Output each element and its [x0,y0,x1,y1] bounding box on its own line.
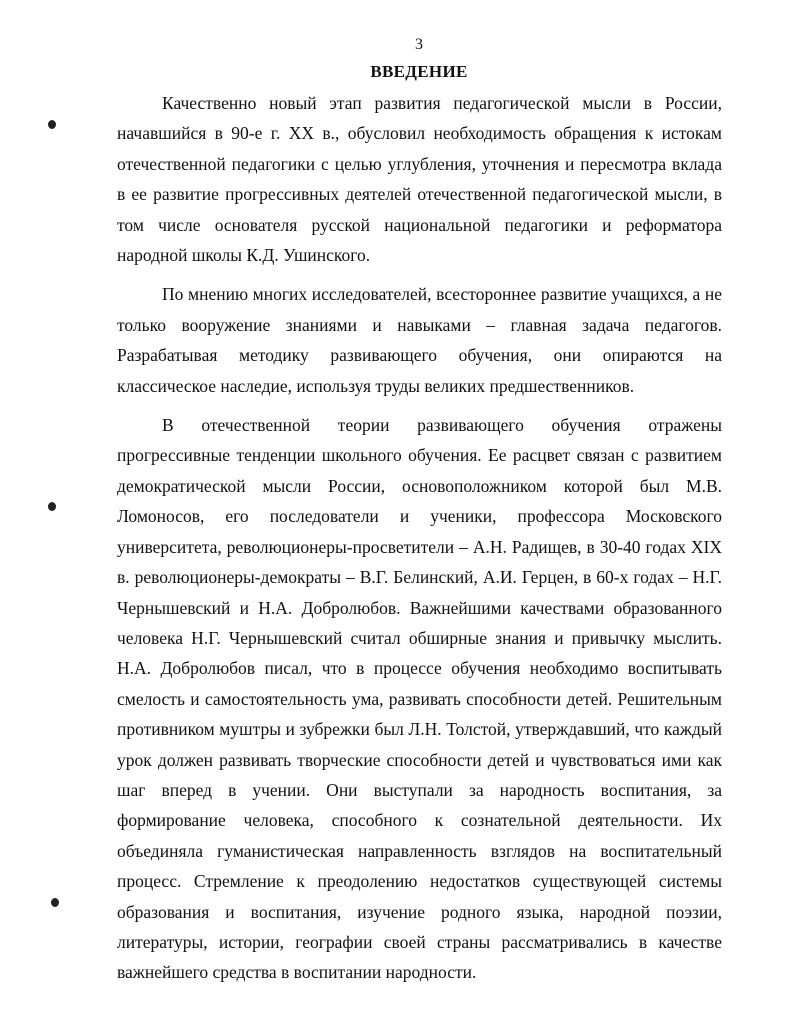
paragraph-1: Качественно новый этап развития педагогической мысли в России, начавшийся в 90-е г. XX в., обусловил необходимость обращения к истокам отечественной педагогики с целью углубления, уточнения и пересмотра вклада в ее развитие прогрессивных деятелей отечественной педагогической мысли, в том числе основателя русской национальной педагогики и реформатора народной школы К.Д. Ушинского. [117,93,722,266]
paragraph-3: В отечественной теории развивающего обучения отражены прогрессивные тенденции школьного обучения. Ее расцвет связан с развитием демократической мысли России, основоположником которой был М.В. Ломоносов, его последователи и ученики, профессора Московского университета, революционеры-просветители – А.Н. Радищев, в 30-40 годах XIX в. революционеры-демократы – В.Г. Белинский, А.И. Герцен, в 60-х годах – Н.Г. Чернышевский и Н.А. Добролюбов. Важнейшими качествами образованного человека Н.Г. Чернышевский считал обширные знания и привычку мыслить. Н.А. Добролюбов писал, что в процессе обучения необходимо воспитывать смелость и самостоятельность ума, развивать способности детей. Решительным противником муштры и зубрежки был Л.Н. Толстой, утверждавший, что каждый урок должен развивать творческие способности детей и чувствоваться ими как шаг вперед в учении. Они выступали за народность воспитания, за формирование человека, способного к сознательной деятельности. Их объединяла гуманистическая направленность взглядов на воспитательный процесс. Стремление к преодолению недостатков существующей системы образования и воспитания, изучение родного языка, народной поэзии, литературы, истории, географии своей страны рассматривались в качестве важнейшего средства в воспитании народности. [117,415,722,983]
page-number: 3 [415,36,423,53]
page-title: ВВЕДЕНИЕ [370,62,468,81]
paragraph-2: По мнению многих исследователей, всестороннее развитие учащихся, а не только вооружение знаниями и навыками – главная задача педагогов. Разрабатывая методику развивающего обучения, они опираются на классическое наследие, используя труды великих предшественников. [117,284,722,396]
binding-hole-mark [51,898,59,907]
binding-hole-mark [48,120,56,129]
binding-hole-mark [48,502,56,511]
document-body [117,88,722,988]
